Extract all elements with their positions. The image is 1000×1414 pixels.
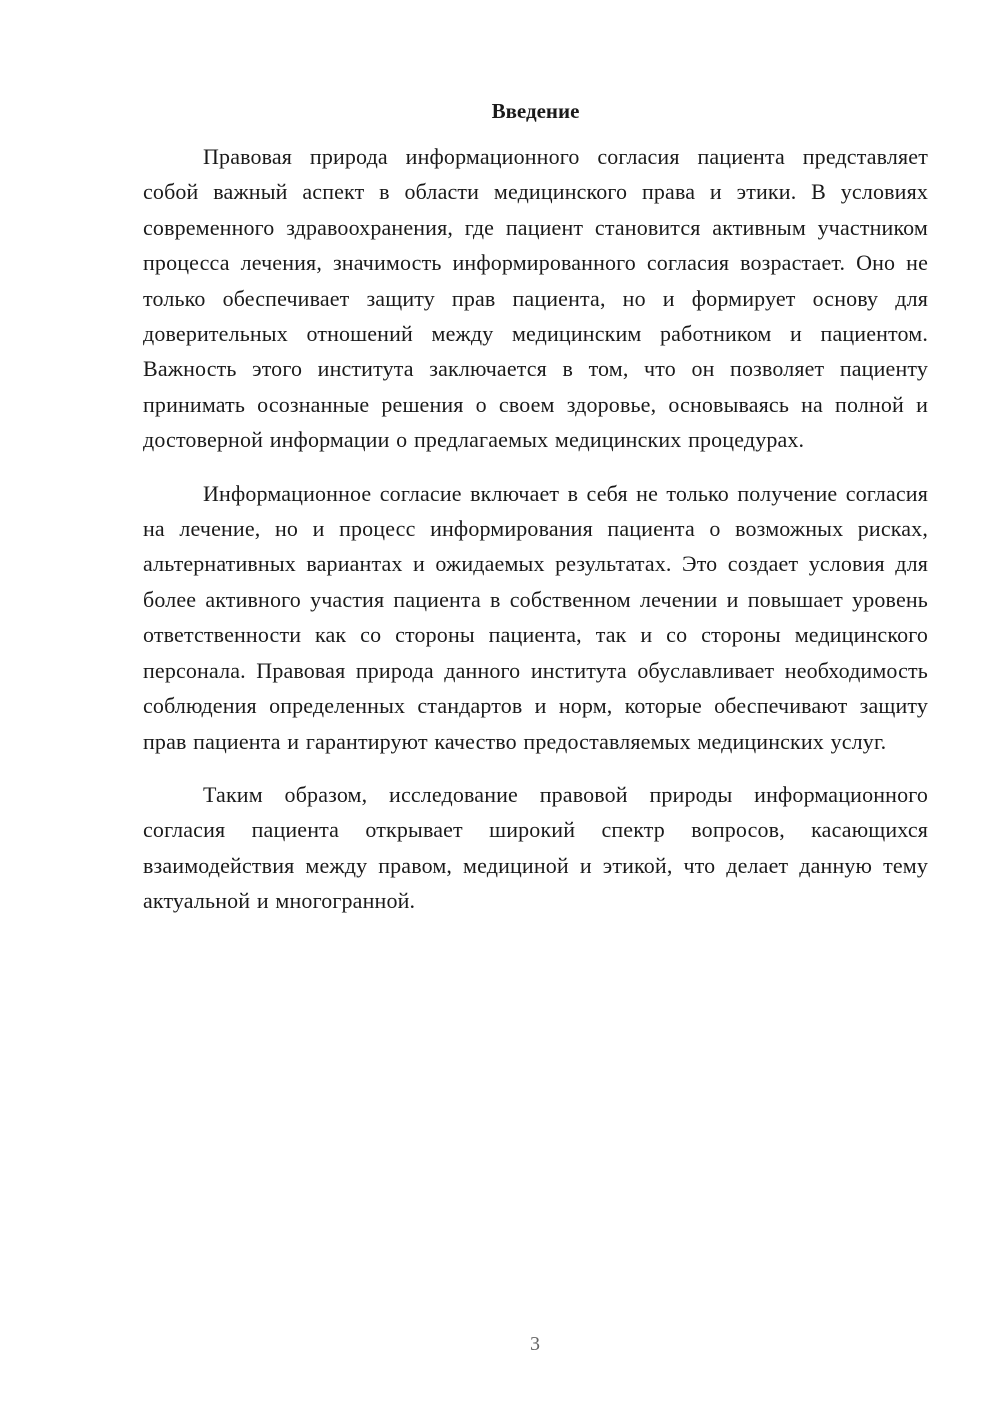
paragraph-3: Таким образом, исследование правовой природы информационного согласия пациента открывает широкий спектр вопросов, касающихся взаимодействия между правом, медициной и этикой, что делает данную тему актуальной и многогранной. — [143, 781, 928, 914]
page-number: 3 — [530, 1333, 540, 1355]
section-heading: Введение — [491, 99, 580, 123]
paragraph-1: Правовая природа информационного согласия пациента представляет собой важный аспект в области медицинского права и этики. В условиях современного здравоохранения, где пациент становится активным участником процесса лечения, значимость информированного согласия возрастает. Оно не только обеспечивает защиту прав пациента, но и формирует основу для доверительных отношений между медицинским работником и пациентом. Важность этого института заключается в том, что он позволяет пациенту принимать осознанные решения о своем здоровье, основываясь на полной и достоверной информации о предлагаемых медицинских процедурах. — [143, 144, 928, 453]
page-content — [143, 95, 928, 937]
paragraph-2: Информационное согласие включает в себя не только получение согласия на лечение, но и процесс информирования пациента о возможных рисках, альтернативных вариантах и ожидаемых результатах. Это создает условия для более активного участия пациента в собственном лечении и повышает уровень ответственности как со стороны пациента, так и со стороны медицинского персонала. Правовая природа данного института обуславливает необходимость соблюдения определенных стандартов и норм, которые обеспечивают защиту прав пациента и гарантируют качество предоставляемых медицинских услуг. — [143, 480, 928, 754]
